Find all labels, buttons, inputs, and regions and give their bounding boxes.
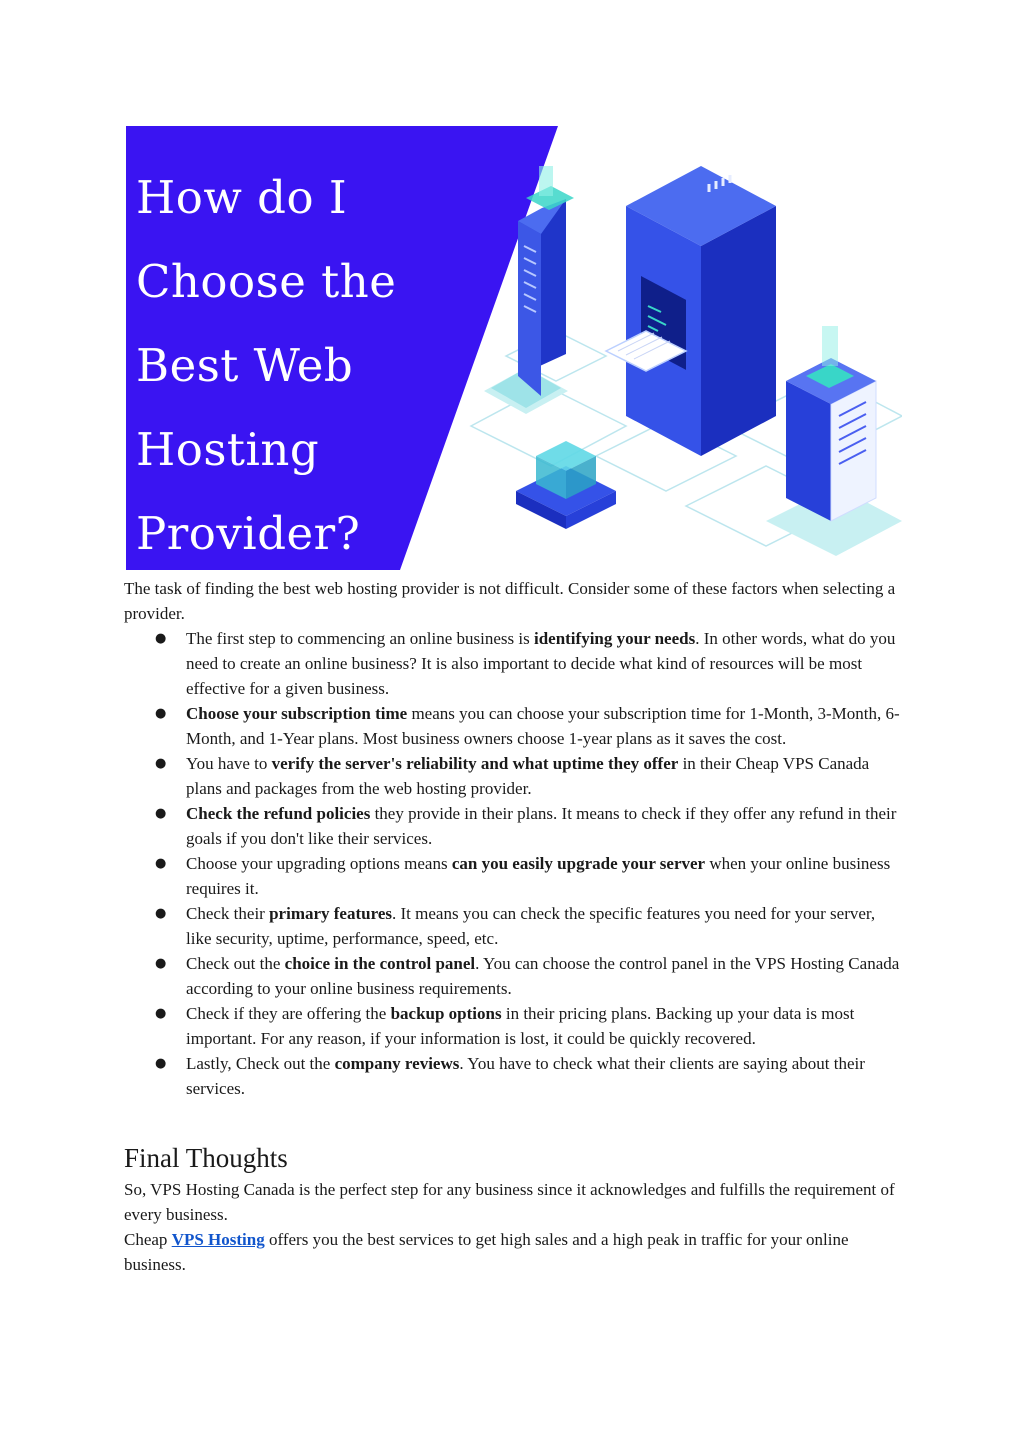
list-item [124, 751, 902, 801]
item-text: they provide in their plans. It means to check if they offer any refund in their goals if you don't like their services. [186, 804, 897, 848]
hero-image [126, 126, 902, 570]
bullet-icon: ● [155, 756, 167, 771]
item-text: . In other words, what do you need to create an online business? It is also important to decide what kind of resources will be most effective for a given business. [186, 629, 896, 698]
bullet-icon: ● [155, 1006, 167, 1021]
final-paragraph-1: So, VPS Hosting Canada is the perfect step for any business since it acknowledges and fulfills the requirement of every business. [124, 1180, 895, 1224]
bullet-icon: ● [155, 806, 167, 821]
intro-paragraph: The task of finding the best web hosting provider is not difficult. Consider some of these factors when selecting a provider. [124, 579, 896, 623]
list-item [124, 951, 902, 1001]
item-text: You have to [186, 754, 272, 773]
item-text: . It means you can check the specific features you need for your server, like security, uptime, performance, speed, etc. [186, 904, 876, 948]
bullet-icon: ● [155, 1056, 167, 1071]
bullet-icon: ● [155, 906, 167, 921]
item-bold: Choose your subscription time [186, 704, 408, 723]
small-server-right [766, 326, 902, 556]
bullet-icon: ● [155, 856, 167, 871]
bullet-icon: ● [155, 956, 167, 971]
article-body [124, 576, 902, 1277]
item-text: The first step to commencing an online business is [186, 629, 534, 648]
document-page [124, 126, 902, 1277]
list-item [124, 701, 902, 751]
item-text: Lastly, Check out the [186, 1054, 335, 1073]
item-bold: choice in the control panel [284, 954, 476, 973]
bullet-icon: ● [155, 706, 167, 721]
large-server-center [606, 166, 776, 456]
item-text: in their pricing plans. Backing up your data is most important. For any reason, if your information is lost, it could be quickly recovered. [186, 1004, 855, 1048]
vps-hosting-link[interactable]: VPS Hosting [171, 1230, 265, 1249]
list-item [124, 801, 902, 851]
list-item [124, 901, 902, 951]
factors-list [124, 626, 902, 1101]
item-text: . You can choose the control panel in the VPS Hosting Canada according to your online business requirements. [186, 954, 900, 998]
item-bold: company reviews [334, 1054, 460, 1073]
item-text: Check if they are offering the [186, 1004, 391, 1023]
item-text: when your online business requires it. [186, 854, 891, 898]
item-bold: identifying your needs [533, 629, 696, 648]
list-item [124, 626, 902, 701]
item-text: Check out the [186, 954, 285, 973]
item-text: Check their [186, 904, 270, 923]
section-heading: Final Thoughts [124, 1143, 288, 1173]
item-bold: Check the refund policies [186, 804, 371, 823]
bullet-icon: ● [155, 631, 167, 646]
item-bold: backup options [390, 1004, 502, 1023]
item-bold: primary features [269, 904, 392, 923]
item-bold: can you easily upgrade your server [451, 854, 706, 873]
item-text: Choose your upgrading options means [186, 854, 452, 873]
item-bold: verify the server's reliability and what uptime they offer [271, 754, 679, 773]
item-text: in their Cheap VPS Canada plans and packages from the web hosting provider. [186, 754, 870, 798]
hero-title: How do I Choose the Best Web Hosting Provider? [136, 171, 397, 560]
list-item [124, 1051, 902, 1101]
final-paragraph-2 [124, 1227, 902, 1277]
para-text: offers you the best services to get high sales and a high peak in traffic for your online business. [124, 1230, 849, 1274]
item-text: means you can choose your subscription time for 1-Month, 3-Month, 6-Month, and 1-Year plans. Most business owners choose 1-year plans as it saves the cost. [186, 704, 900, 748]
list-item [124, 851, 902, 901]
item-text: . You have to check what their clients are saying about their services. [186, 1054, 865, 1098]
list-item [124, 1001, 902, 1051]
para-text: Cheap [124, 1230, 172, 1249]
